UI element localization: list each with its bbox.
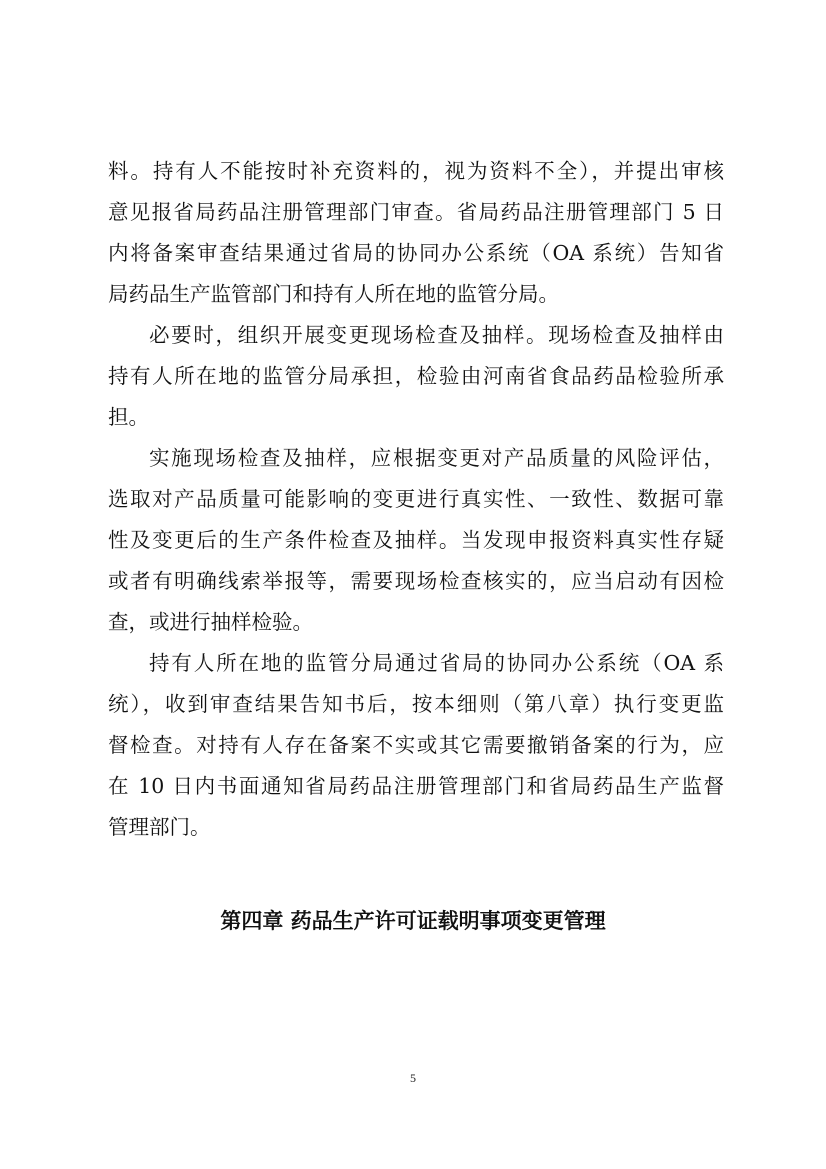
page-number: 5 [410,1071,416,1085]
text-line: 督检查。对持有人存在备案不实或其它需要撤销备案的行为，应 [108,733,724,757]
text-line: 必要时，组织开展变更现场检查及抽样。现场检查及抽样由 [149,323,724,347]
chapter-heading: 第四章 药品生产许可证载明事项变更管理 [220,909,606,933]
text-line: 统），收到审查结果告知书后，按本细则（第八章）执行变更监 [108,692,724,716]
text-line: 料。持有人不能按时补充资料的，视为资料不全），并提出审核 [108,159,724,183]
text-line: 持有人所在地的监管分局通过省局的协同办公系统（OA 系 [149,651,724,675]
text-line: 选取对产品质量可能影响的变更进行真实性、一致性、数据可靠 [108,487,724,511]
body-text [108,151,724,848]
text-line: 在 10 日内书面通知省局药品注册管理部门和省局药品生产监督 [108,774,724,798]
text-line: 实施现场检查及抽样，应根据变更对产品质量的风险评估， [149,446,724,470]
text-line: 或者有明确线索举报等，需要现场检查核实的，应当启动有因检 [108,569,724,593]
text-line: 担。 [108,405,149,429]
text-line: 管理部门。 [108,815,211,839]
text-line: 意见报省局药品注册管理部门审查。省局药品注册管理部门 5 日 [108,200,724,224]
text-line: 局药品生产监管部门和持有人所在地的监管分局。 [108,282,559,306]
text-line: 内将备案审查结果通过省局的协同办公系统（OA 系统）告知省 [108,241,724,265]
text-line: 查，或进行抽样检验。 [108,610,313,634]
text-line: 持有人所在地的监管分局承担，检验由河南省食品药品检验所承 [108,364,724,388]
text-line: 性及变更后的生产条件检查及抽样。当发现申报资料真实性存疑 [108,528,724,552]
